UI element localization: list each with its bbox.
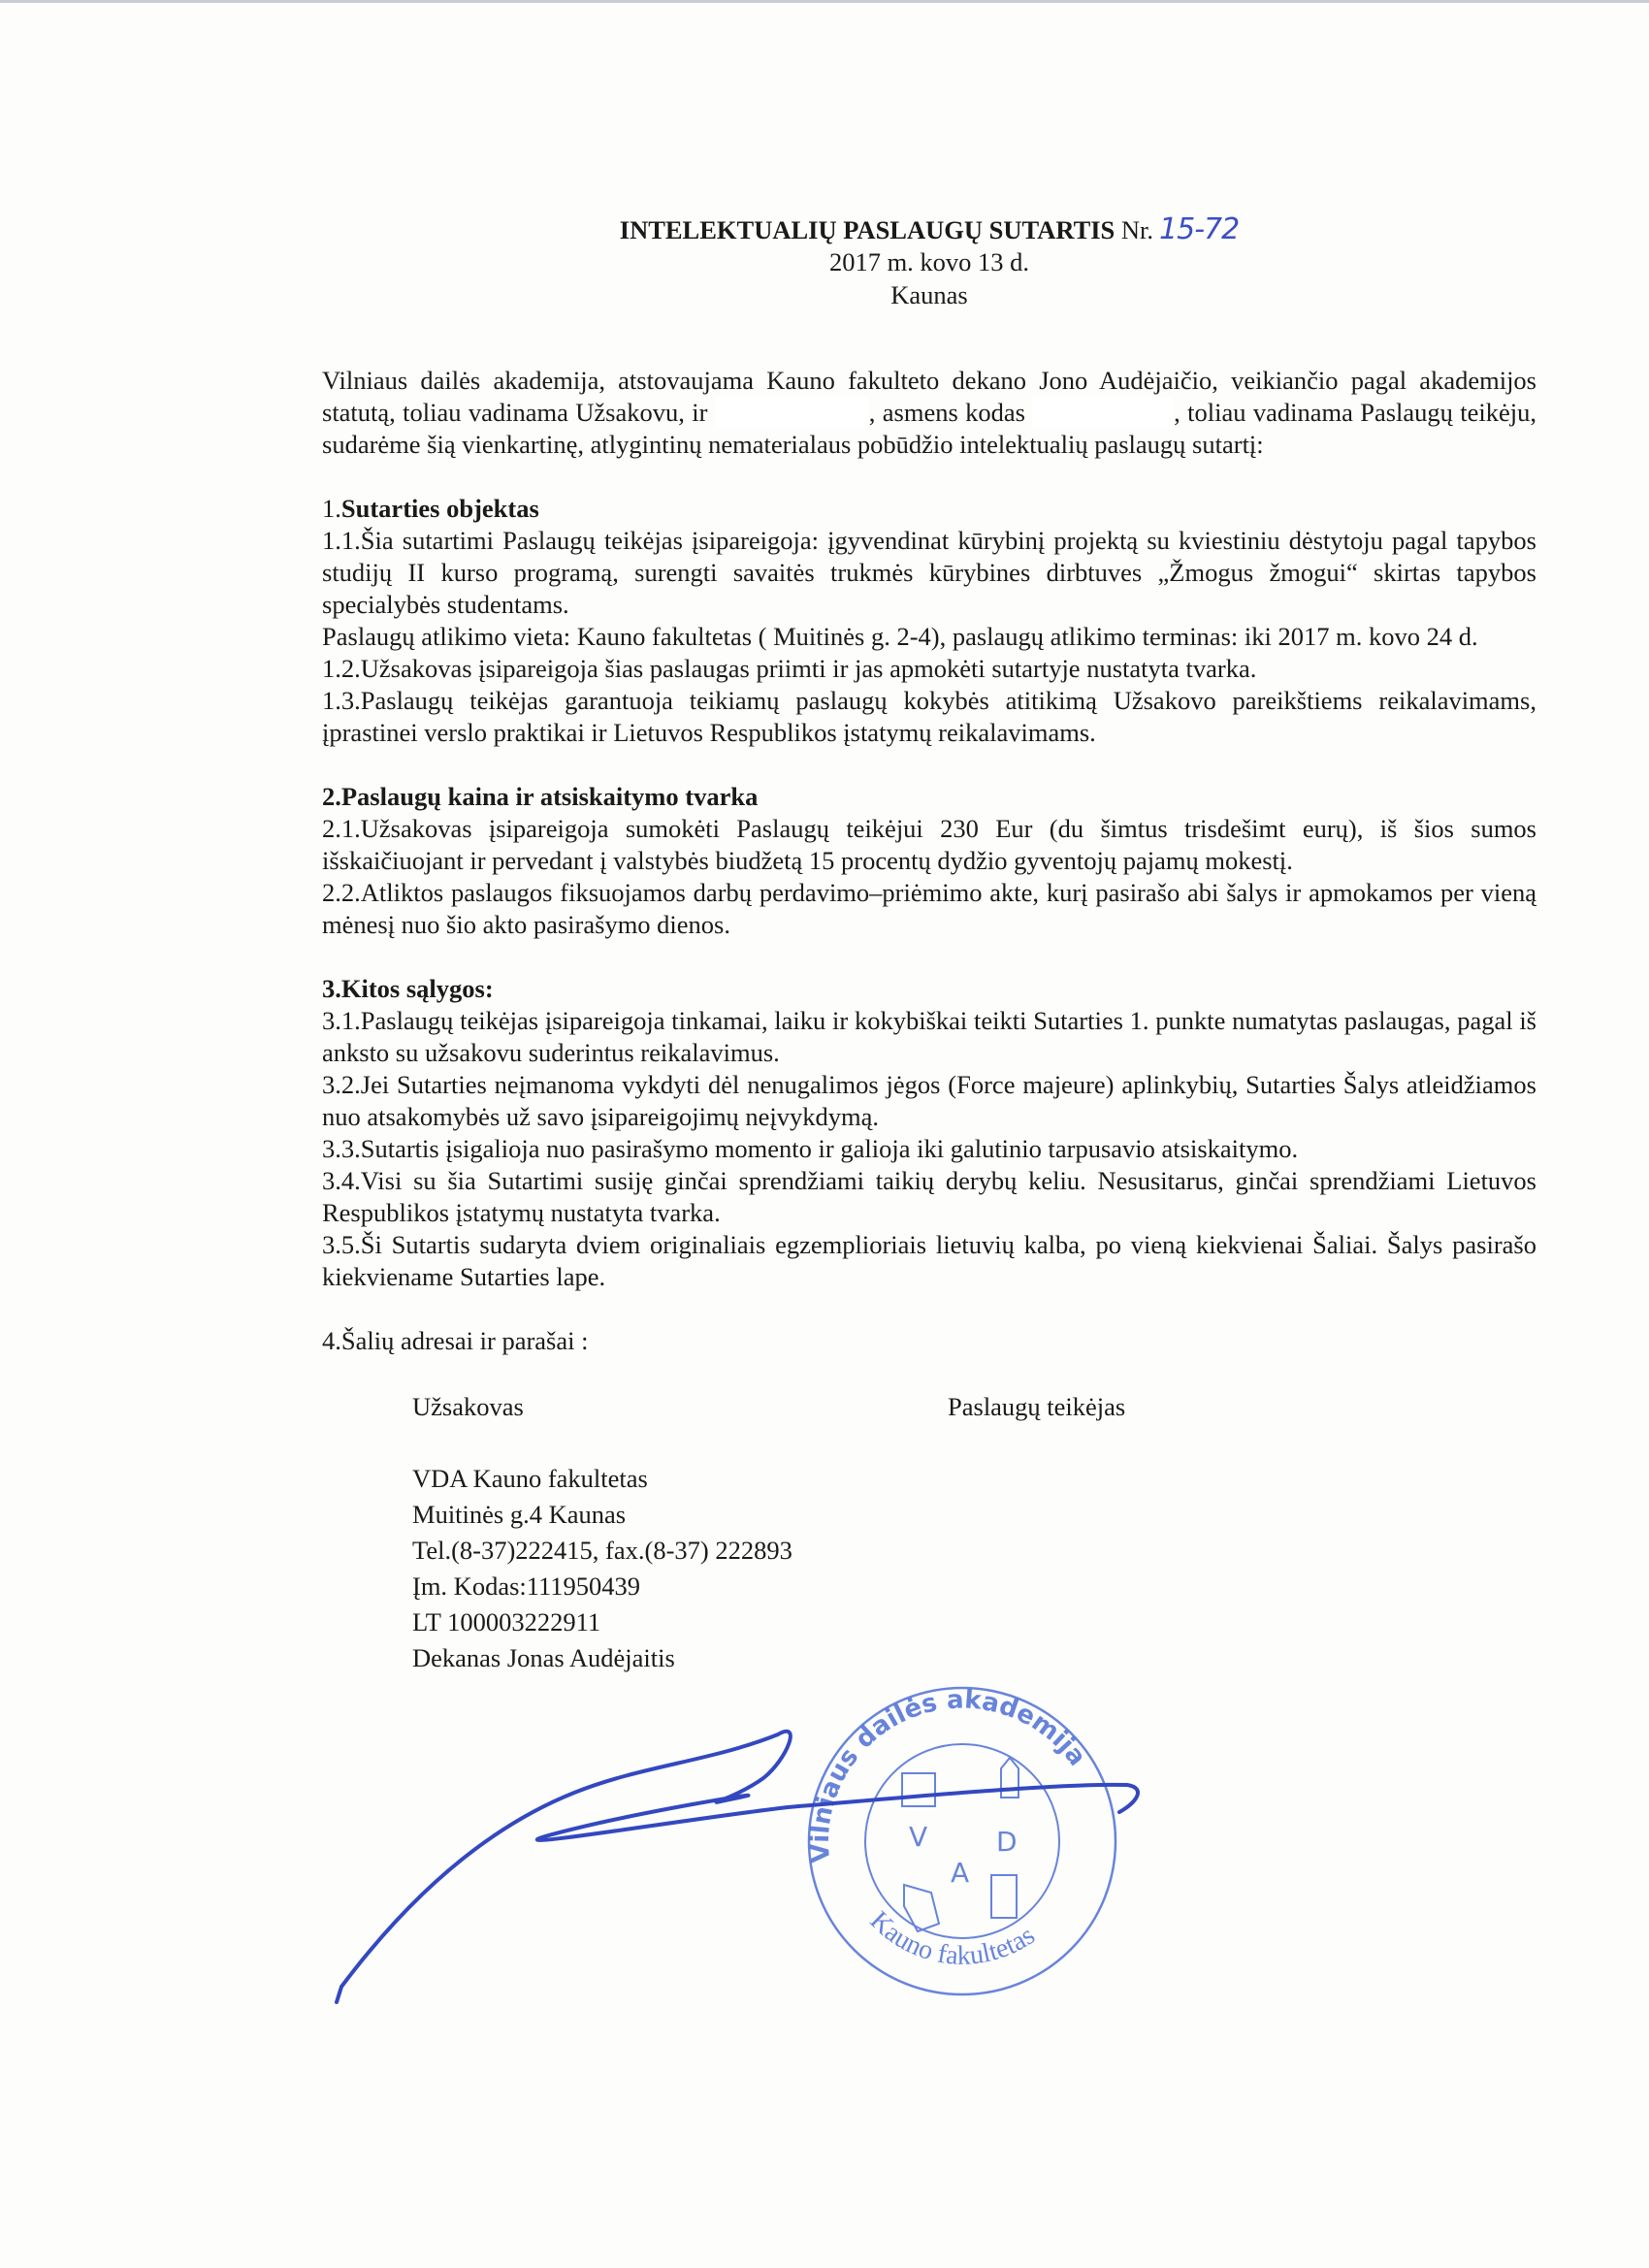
redacted-name xyxy=(715,397,869,429)
customer-label: Užsakovas xyxy=(412,1392,524,1421)
document-date: 2017 m. kovo 13 d. xyxy=(828,247,1030,276)
intro-paragraph xyxy=(322,365,1536,461)
document-city: Kaunas xyxy=(890,280,968,309)
clause: 2.2.Atliktos paslaugos fiksuojamos darbų perdavimo–priėmimo akte, kurį pasirašo abi šalys ir apmokamos per vieną mėnesį nuo šio akto pasirašymo dienos. xyxy=(322,878,1536,939)
stamp-and-signature xyxy=(322,1676,1536,2006)
document-title xyxy=(322,213,1536,246)
scan-edge xyxy=(0,0,1649,3)
stamp-top-text: Vilniaus dailės akademija xyxy=(805,1685,1092,1864)
stamp-letter-a: A xyxy=(951,1857,970,1889)
number-label: Nr. xyxy=(1120,215,1154,244)
clause: 2.1.Užsakovas įsipareigoja sumokėti Paslaugų teikėjui 230 Eur (du šimtus trisdešimt eurų), iš šios sumos išskaičiuojant ir pervedant į valstybės biudžetą 15 procentų dydžio gyventojų pajamų mokestį. xyxy=(322,814,1536,875)
clause: 3.5.Ši Sutartis sudaryta dviem originaliais egzemplioriais lietuvių kalba, po vieną kiekvienai Šaliai. Šalys pasirašo kiekviename Sutarties lape. xyxy=(322,1230,1536,1291)
clause: Paslaugų atlikimo vieta: Kauno fakultetas ( Muitinės g. 2-4), paslaugų atlikimo terminas: iki 2017 m. kovo 24 d. xyxy=(322,622,1478,651)
customer-address: Muitinės g.4 Kaunas xyxy=(412,1500,627,1529)
section-4-heading: 4.Šalių adresai ir parašai : xyxy=(322,1326,589,1355)
clause: 1.1.Šia sutartimi Paslaugų teikėjas įsipareigoja: įgyvendinat kūrybinį projektą su kviestiniu dėstytoju pagal tapybos studijų II kurso programą, surengti savaitės trukmės kūrybines dirbtuves „Žmogus žmogui“ skirtas tapybos specialybės studentams. xyxy=(322,526,1536,619)
section-1-heading xyxy=(322,493,1536,525)
handwritten-number: 15-72 xyxy=(1159,212,1240,246)
stamp-inner-ring xyxy=(865,1744,1059,1938)
intro-text-2: , asmens kodas xyxy=(868,398,1033,427)
clause: 3.4.Visi su šia Sutartimi susiję ginčai sprendžiami taikių derybų keliu. Nesusitarus, ginčai sprendžiami Lietuvos Respublikos įstatymų nustatyta tvarka. xyxy=(322,1166,1536,1227)
redacted-code xyxy=(1032,397,1174,429)
section-1 xyxy=(322,493,1536,749)
clause: 1.2.Užsakovas įsipareigoja šias paslaugas priimti ir jas apmokėti sutartyje nustatyta tvarka. xyxy=(322,654,1257,683)
customer-details xyxy=(412,1461,1536,1676)
intro-text-3: , toliau vadinama Paslaugų teikėju, sudarėme šią vienkartinę, atlygintinų nematerialaus pobūdžio intelektualių paslaugų sutartį: xyxy=(322,398,1537,459)
section-2 xyxy=(322,781,1536,941)
section-3 xyxy=(322,973,1536,1293)
customer-dean: Dekanas Jonas Audėjaitis xyxy=(412,1643,675,1672)
intro-text-1: Vilniaus dailės akademija, atstovaujama Kauno fakulteto dekano Jono Audėjaičio, veikiančio pagal akademijos statutą, toliau vadinama Užsakovu, ir xyxy=(322,366,1536,427)
customer-company-code: Įm. Kodas:111950439 xyxy=(412,1571,641,1601)
stamp-bottom-text: Kauno fakultetas xyxy=(863,1905,1041,1971)
section-1-number: 1. xyxy=(322,494,341,523)
customer-phone: Tel.(8-37)222415, fax.(8-37) 222893 xyxy=(412,1536,792,1565)
stamp-letter-d: D xyxy=(996,1826,1018,1858)
title-text: INTELEKTUALIŲ PASLAUGŲ SUTARTIS xyxy=(619,215,1116,244)
provider-label: Paslaugų teikėjas xyxy=(948,1392,1126,1421)
stamp-emblem xyxy=(902,1773,935,1806)
document-body xyxy=(322,365,1536,2006)
clause: 3.2.Jei Sutarties neįmanoma vykdyti dėl nenugalimos jėgos (Force majeure) aplinkybių, Sutarties Šalys atleidžiamos nuo atsakomybės už savo įsipareigojimų neįvykdymą. xyxy=(322,1070,1536,1131)
stamp-letter-v: V xyxy=(909,1821,928,1853)
signature-columns xyxy=(322,1389,1536,1425)
customer-vat-code: LT 100003222911 xyxy=(412,1607,601,1636)
clause: 3.3.Sutartis įsigalioja nuo pasirašymo momento ir galioja iki galutinio tarpusavio atsiskaitymo. xyxy=(322,1134,1299,1163)
section-2-heading: 2.Paslaugų kaina ir atsiskaitymo tvarka xyxy=(322,782,759,811)
stamp-knight-icon xyxy=(904,1885,939,1931)
clause: 3.1.Paslaugų teikėjas įsipareigoja tinkamai, laiku ir kokybiškai teikti Sutarties 1. punkte numatytas paslaugas, pagal iš anksto su užsakovu suderintus reikalavimus. xyxy=(322,1006,1536,1067)
clause: 1.3.Paslaugų teikėjas garantuoja teikiamų paslaugų kokybės atitikimą Užsakovo pareikštiems reikalavimams, įprastinei verslo praktikai ir Lietuvos Respublikos įstatymų reikalavimams. xyxy=(322,686,1536,747)
section-3-heading: 3.Kitos sąlygos: xyxy=(322,974,494,1003)
stamp-emblem xyxy=(991,1875,1017,1918)
customer-name: VDA Kauno fakultetas xyxy=(412,1464,648,1493)
section-1-title: Sutarties objektas xyxy=(340,494,539,523)
stamp-and-signature-drawing xyxy=(322,1676,1536,2006)
